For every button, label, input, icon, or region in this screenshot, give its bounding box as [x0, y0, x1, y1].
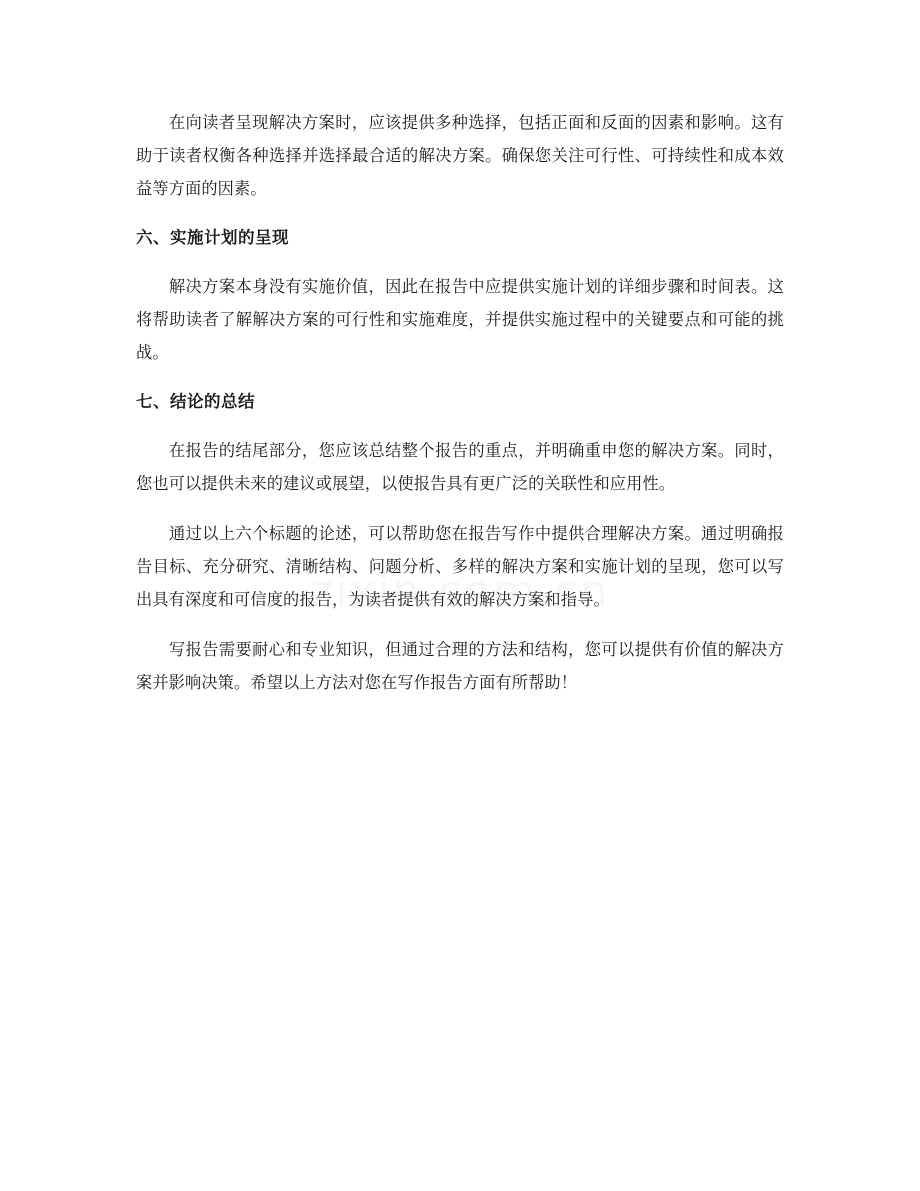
document-body — [136, 106, 784, 699]
paragraph-implementation-plan: 解决方案本身没有实施价值，因此在报告中应提供实施计划的详细步骤和时间表。这将帮助读者了解解决方案的可行性和实施难度，并提供实施过程中的关键要点和可能的挑战。 — [136, 277, 784, 362]
section-heading-implementation-plan: 六、实施计划的呈现 — [136, 228, 289, 247]
paragraph-overall-summary: 通过以上六个标题的论述，可以帮助您在报告写作中提供合理解决方案。通过明确报告目标、充分研究、清晰结构、问题分析、多样的解决方案和实施计划的呈现，您可以写出具有深度和可信度的报告，为读者提供有效的解决方案和指导。 — [136, 524, 784, 609]
paragraph-closing: 写报告需要耐心和专业知识，但通过合理的方法和结构，您可以提供有价值的解决方案并影响决策。希望以上方法对您在写作报告方面有所帮助！ — [136, 640, 784, 692]
paragraph-solution-options: 在向读者呈现解决方案时，应该提供多种选择，包括正面和反面的因素和影响。这有助于读者权衡各种选择并选择最合适的解决方案。确保您关注可行性、可持续性和成本效益等方面的因素。 — [136, 113, 784, 198]
paragraph-conclusion-summary: 在报告的结尾部分，您应该总结整个报告的重点，并明确重申您的解决方案。同时，您也可以提供未来的建议或展望，以使报告具有更广泛的关联性和应用性。 — [136, 441, 784, 493]
section-heading-conclusion: 七、结论的总结 — [136, 392, 255, 411]
